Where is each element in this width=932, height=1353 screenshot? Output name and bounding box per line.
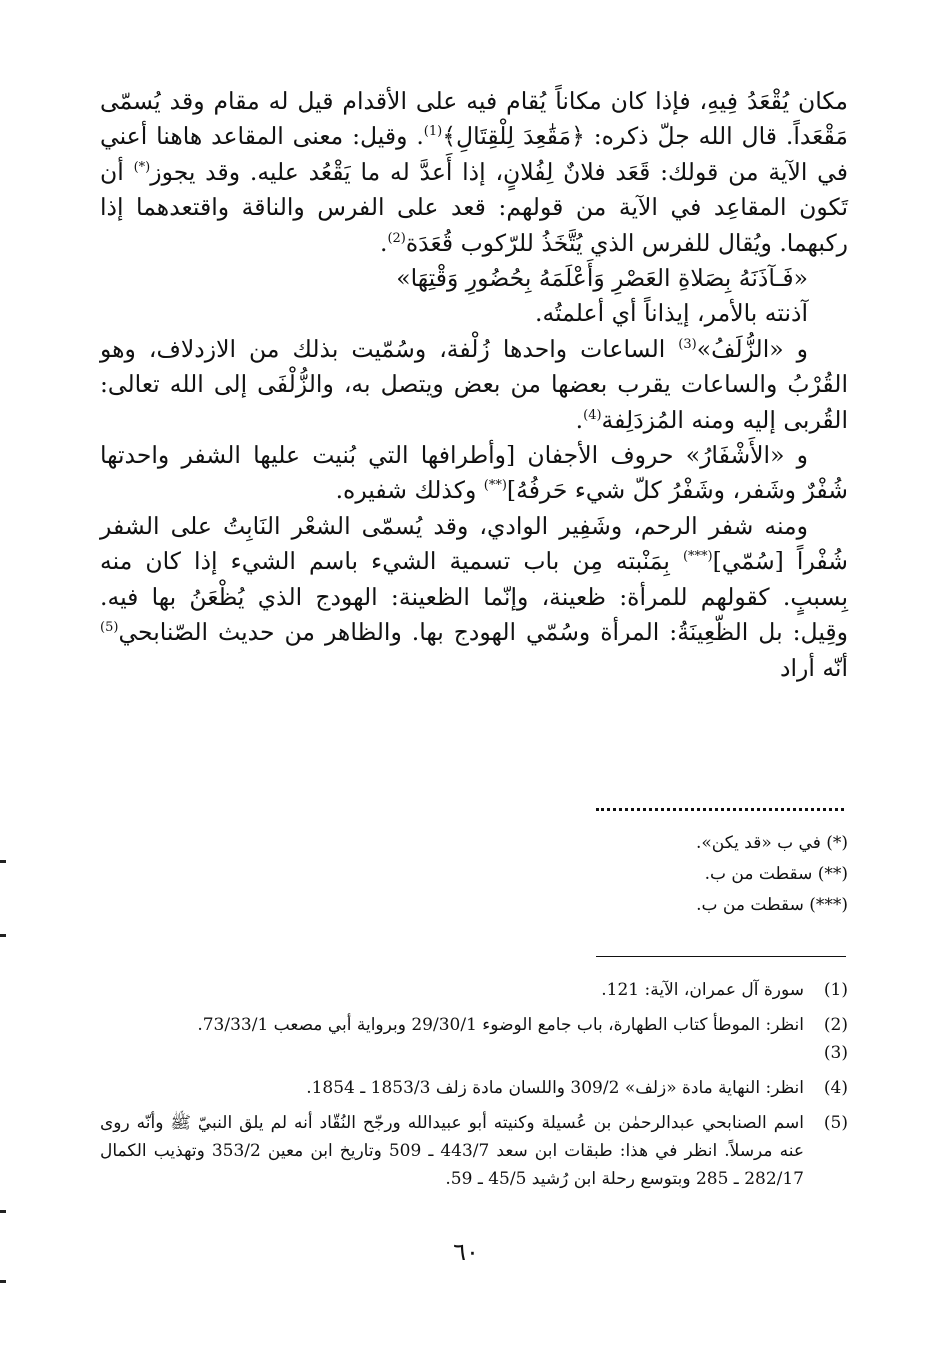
footnotes (100, 976, 848, 1200)
footnote-number: (1) (823, 980, 848, 1000)
variant-notes-separator (596, 808, 844, 811)
footnote-item (100, 1109, 848, 1193)
footnote-item (100, 1074, 848, 1102)
footnote-ref-3: (3) (678, 337, 697, 353)
variant-ref-2: (**) (483, 478, 507, 494)
p4-text-b: وكذلك شفيره. (335, 476, 484, 505)
variant-note: (**) سقطت من ب. (704, 864, 848, 884)
p5-text-b: بِمَنْبته مِن باب تسمية الشيء باسم الشيء إذا كان منه بِسببٍ. كقولهم للمرأة: ظعينة، وإنّما الظعينة: الهودج الذي يُظْعَنُ بها فيه. وقِيل: بل الظّعِينَةُ: المرأة وسُمّي الهودج بها. والظاهر من حديث الصّنابحي (100, 547, 848, 647)
footnote-ref-1: (1) (423, 124, 443, 140)
p4-text-a: و «الأَشْفَارُ» حروف الأجفان [وأطرافها التي بُنيت عليها الشفر واحدتها شُفْرٌ وشَفر، وشَفْرُ كلّ شيء حَرفُهُ] (100, 441, 848, 505)
footnote-number: (5) (823, 1113, 848, 1133)
p1-end: . (379, 228, 388, 257)
variant-ref-3: (***) (682, 549, 713, 565)
p1-text-c: أن تَكون المقاعِد في الآية من قولهم: قعد على الفرس والناقة واقتعدهما إذا ركبهما. ويُقال للفرس الذي يُتَّخَذُ للرّكوب قُعَدَة (100, 157, 848, 257)
scan-edge-mark (0, 1280, 6, 1283)
variant-notes (600, 828, 848, 921)
scan-edge-mark (0, 1210, 6, 1213)
footnote-number: (4) (823, 1078, 848, 1098)
paragraph-1 (100, 84, 848, 261)
scan-edge-mark (0, 934, 6, 937)
footnote-item (100, 976, 848, 1004)
variant-note: (*) في ب «قد يكن». (696, 833, 848, 853)
footnotes-separator (596, 956, 846, 957)
footnote-text: انظر: النهاية مادة «زلف» 309/2 واللسان مادة زلف 1853/3 ـ 1854. (306, 1078, 804, 1098)
footnote-text: اسم الصنابحي عبدالرحمٰن بن عُسيلة وكنيته أبو عبيدالله ورجّح النُقّاد أنه لم يلق النبيّ ﷺ وأنّه روى عنه مرسلاً. انظر في هذا: طبقات ابن سعد 443/7 ـ 509 وتاريخ ابن معين 353/2 وتهذيب الكمال 282/17 ـ 285 وبتوسع رحلة ابن رُشيد 45/5 ـ 59. (100, 1113, 804, 1189)
paragraph-2: آذنته بالأمر، إيذاناً أي أعلمتُه. (535, 299, 808, 328)
footnote-ref-2: (2) (387, 230, 406, 246)
footnote-number: (2)(3) (823, 1015, 848, 1063)
footnote-text: سورة آل عمران، الآية: 121. (601, 980, 804, 1000)
scan-edge-mark (0, 860, 6, 863)
footnote-ref-4: (4) (583, 407, 602, 423)
p1-text: مكان يُقْعَدُ فِيهِ، فإذا كان مكاناً يُقام فيه على الأقدام قيل له مقام وقد يُسمّى مَقْعَداً. قال الله جلّ ذكره: ﴿مَقَٰعِدَ لِلْقِتَالِ﴾ (100, 87, 848, 151)
hadith-quote: «فَـآذَنَهُ بِصَلاةِ العَصْرِ وَأَعْلَمَهُ بِحُضُورِ وَقْتِهَا» (396, 264, 808, 293)
p5-end: أنّه أراد (779, 653, 848, 682)
footnote-item (100, 1011, 848, 1067)
p3-end: . (575, 405, 584, 434)
p3-text-b: الساعات واحدها زُلْفة، وسُمّيت بذلك من الازدلاف، وهو القُرْبُ والساعات يقرب بعضها من بعض ويتصل به، والزُّلْفَى إلى الله تعالى: القُربى إليه ومنه المُزدَلِفة (100, 334, 848, 434)
paragraph-5 (100, 509, 848, 686)
paragraph-3 (100, 332, 848, 438)
paragraph-4 (100, 438, 848, 509)
variant-ref-1: (*) (133, 159, 151, 175)
p3-text-a: و «الزُّلَفُ» (696, 334, 808, 363)
footnote-text: انظر: الموطأ كتاب الطهارة، باب جامع الوضوء 29/30/1 وبرواية أبي مصعب 73/33/1. (197, 1015, 804, 1035)
p1-text-b: . وقيل: معنى المقاعد هاهنا أعني في الآية من قولك: قَعَد فلانٌ لِفُلانٍ، إذا أَعدَّ له ما يَقْعُد عليه. وقد يجوز (100, 122, 848, 186)
p5-text-a: ومنه شفر الرحم، وشَفِير الوادي، وقد يُسمّى الشعْر النَابِتُ على الشفر شُفْراً [سُمّي] (100, 511, 848, 576)
footnote-ref-5: (5) (100, 620, 119, 636)
variant-note: (***) سقطت من ب. (696, 895, 848, 915)
page-number: ٦٠ (453, 1238, 479, 1266)
main-text (100, 84, 848, 686)
